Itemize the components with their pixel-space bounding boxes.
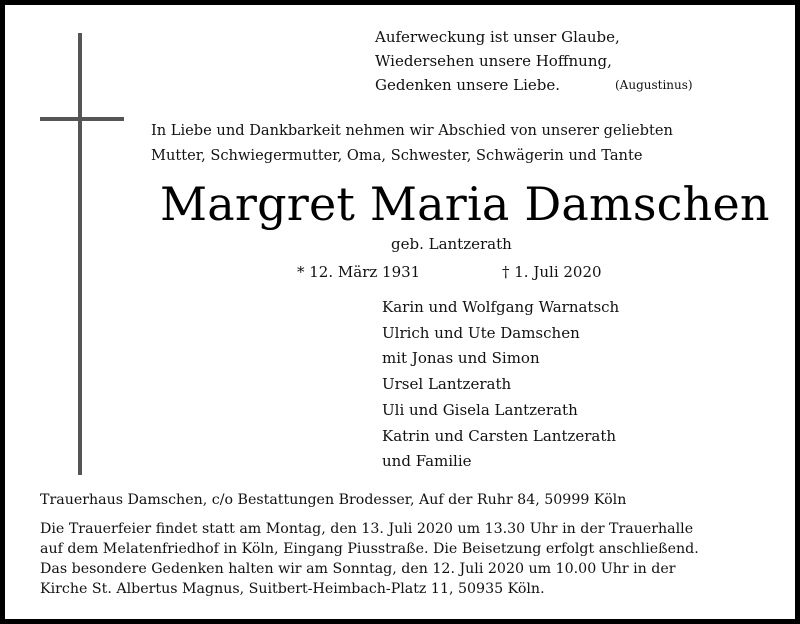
mourner-line: Ursel Lantzerath xyxy=(382,375,512,394)
cross-icon xyxy=(78,33,82,475)
mourner-line: mit Jonas und Simon xyxy=(382,349,540,368)
service-line: Das besondere Gedenken halten wir am Sonntag, den 12. Juli 2020 um 10.00 Uhr in der xyxy=(40,561,676,577)
service-line: auf dem Melatenfriedhof in Köln, Eingang Piusstraße. Die Beisetzung erfolgt anschließend. xyxy=(40,541,699,557)
mourner-line: Katrin und Carsten Lantzerath xyxy=(382,426,617,445)
birth-date: * 12. März 1931 xyxy=(297,263,421,281)
quote-line: Auferweckung ist unser Glaube, xyxy=(375,28,620,46)
maiden-name: geb. Lantzerath xyxy=(391,235,512,253)
mourner-line: Uli und Gisela Lantzerath xyxy=(382,400,578,419)
mourning-house-address: Trauerhaus Damschen, c/o Bestattungen Brodesser, Auf der Ruhr 84, 50999 Köln xyxy=(40,492,627,508)
mourner-line: und Familie xyxy=(382,452,472,471)
mourner-line: Karin und Wolfgang Warnatsch xyxy=(382,298,620,316)
intro-line: In Liebe und Dankbarkeit nehmen wir Abschied von unserer geliebten xyxy=(151,122,673,139)
deceased-name: Margret Maria Damschen xyxy=(160,177,770,231)
bible-quote xyxy=(375,25,693,97)
cross-icon-bar xyxy=(40,117,124,121)
quote-line: Wiedersehen unsere Hoffnung, xyxy=(375,52,612,70)
mourner-line: Ulrich und Ute Damschen xyxy=(382,323,580,342)
mourners-list xyxy=(382,295,619,475)
quote-source: (Augustinus) xyxy=(615,78,693,92)
service-line: Die Trauerfeier findet statt am Montag, den 13. Juli 2020 um 13.30 Uhr in der Trauerhalle xyxy=(40,521,694,537)
quote-line: Gedenken unsere Liebe. xyxy=(375,76,560,94)
intro-text xyxy=(151,118,673,168)
death-date: † 1. Juli 2020 xyxy=(502,263,602,281)
service-details xyxy=(40,519,699,599)
intro-line: Mutter, Schwiegermutter, Oma, Schwester, Schwägerin und Tante xyxy=(151,147,643,164)
service-line: Kirche St. Albertus Magnus, Suitbert-Heimbach-Platz 11, 50935 Köln. xyxy=(40,581,545,597)
